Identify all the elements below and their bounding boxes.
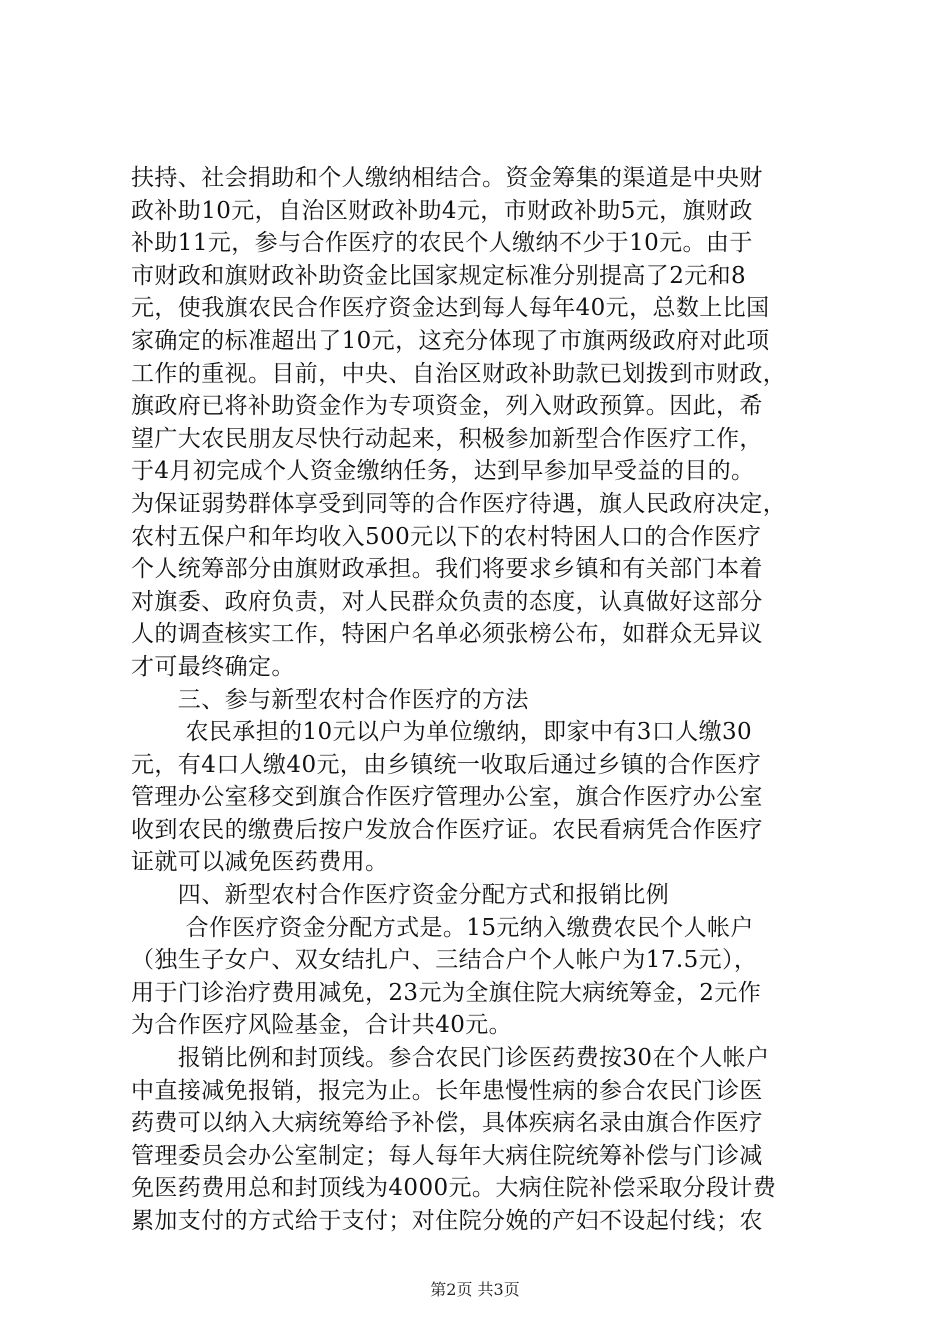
text-line: 旗政府已将补助资金作为专项资金，列入财政预算。因此，希 xyxy=(131,393,763,420)
text-line: 元，使我旗农民合作医疗资金达到每人每年40元，总数上比国 xyxy=(131,295,770,322)
text-line: 家确定的标准超出了10元，这充分体现了市旗两级政府对此项 xyxy=(131,327,770,354)
text-line: 报销比例和封顶线。参合农民门诊医药费按30在个人帐户 xyxy=(131,1045,770,1072)
text-line: 免医药费用总和封顶线为4000元。大病住院补偿采取分段计费 xyxy=(131,1175,777,1202)
text-line: 于4月初完成个人资金缴纳任务，达到早参加早受益的目的。 xyxy=(131,458,755,485)
text-line: 元，有4口人缴40元，由乡镇统一收取后通过乡镇的合作医疗 xyxy=(131,751,762,778)
text-line: 农民承担的10元以户为单位缴纳，即家中有3口人缴30 xyxy=(131,719,753,746)
text-line: 累加支付的方式给于支付；对住院分娩的产妇不设起付线；农 xyxy=(131,1208,763,1234)
text-line: 对旗委、政府负责，对人民群众负责的态度，认真做好这部分 xyxy=(131,588,763,615)
text-line: 人的调查核实工作，特困户名单必须张榜公布，如群众无异议 xyxy=(131,621,763,648)
text-line: 收到农民的缴费后按户发放合作医疗证。农民看病凭合作医疗 xyxy=(131,816,763,843)
text-line: 管理委员会办公室制定；每人每年大病住院统筹补偿与门诊减 xyxy=(131,1142,763,1169)
text-line: 市财政和旗财政补助资金比国家规定标准分别提高了2元和8 xyxy=(131,262,747,289)
text-line: （独生子女户、双女结扎户、三结合户个人帐户为17.5元）， xyxy=(131,947,758,974)
text-line: 个人统筹部分由旗财政承担。我们将要求乡镇和有关部门本着 xyxy=(131,556,763,583)
text-line: 用于门诊治疗费用减免，23元为全旗住院大病统筹金，2元作 xyxy=(131,979,762,1006)
text-line: 扶持、社会捐助和个人缴纳相结合。资金筹集的渠道是中央财 xyxy=(131,165,763,191)
page-number: 第2页 共3页 xyxy=(430,1280,520,1299)
text-line: 为合作医疗风险基金，合计共40元。 xyxy=(131,1012,513,1039)
text-line: 工作的重视。目前，中央、自治区财政补助款已划拨到市财政， xyxy=(131,360,787,387)
text-line: 中直接减免报销，报完为止。长年患慢性病的参合农民门诊医 xyxy=(131,1077,763,1104)
text-line: 为保证弱势群体享受到同等的合作医疗待遇，旗人民政府决定， xyxy=(131,490,787,517)
section-heading: 三、参与新型农村合作医疗的方法 xyxy=(131,686,529,713)
text-line: 合作医疗资金分配方式是。15元纳入缴费农民个人帐户 xyxy=(131,914,754,941)
document-body xyxy=(131,162,831,1238)
text-line: 农村五保户和年均收入500元以下的农村特困人口的合作医疗 xyxy=(131,523,762,550)
text-line: 管理办公室移交到旗合作医疗管理办公室，旗合作医疗办公室 xyxy=(131,784,763,811)
text-line: 望广大农民朋友尽快行动起来，积极参加新型合作医疗工作， xyxy=(131,425,763,452)
text-line: 政补助10元，自治区财政补助4元，市财政补助5元，旗财政 xyxy=(131,197,753,224)
text-line: 证就可以减免医药费用。 xyxy=(131,849,389,876)
text-line: 才可最终确定。 xyxy=(131,653,295,680)
section-heading: 四、新型农村合作医疗资金分配方式和报销比例 xyxy=(131,882,670,909)
text-line: 补助11元，参与合作医疗的农民个人缴纳不少于10元。由于 xyxy=(131,230,753,257)
text-line: 药费可以纳入大病统筹给予补偿，具体疾病名录由旗合作医疗 xyxy=(131,1110,763,1137)
page-footer xyxy=(0,1277,950,1300)
